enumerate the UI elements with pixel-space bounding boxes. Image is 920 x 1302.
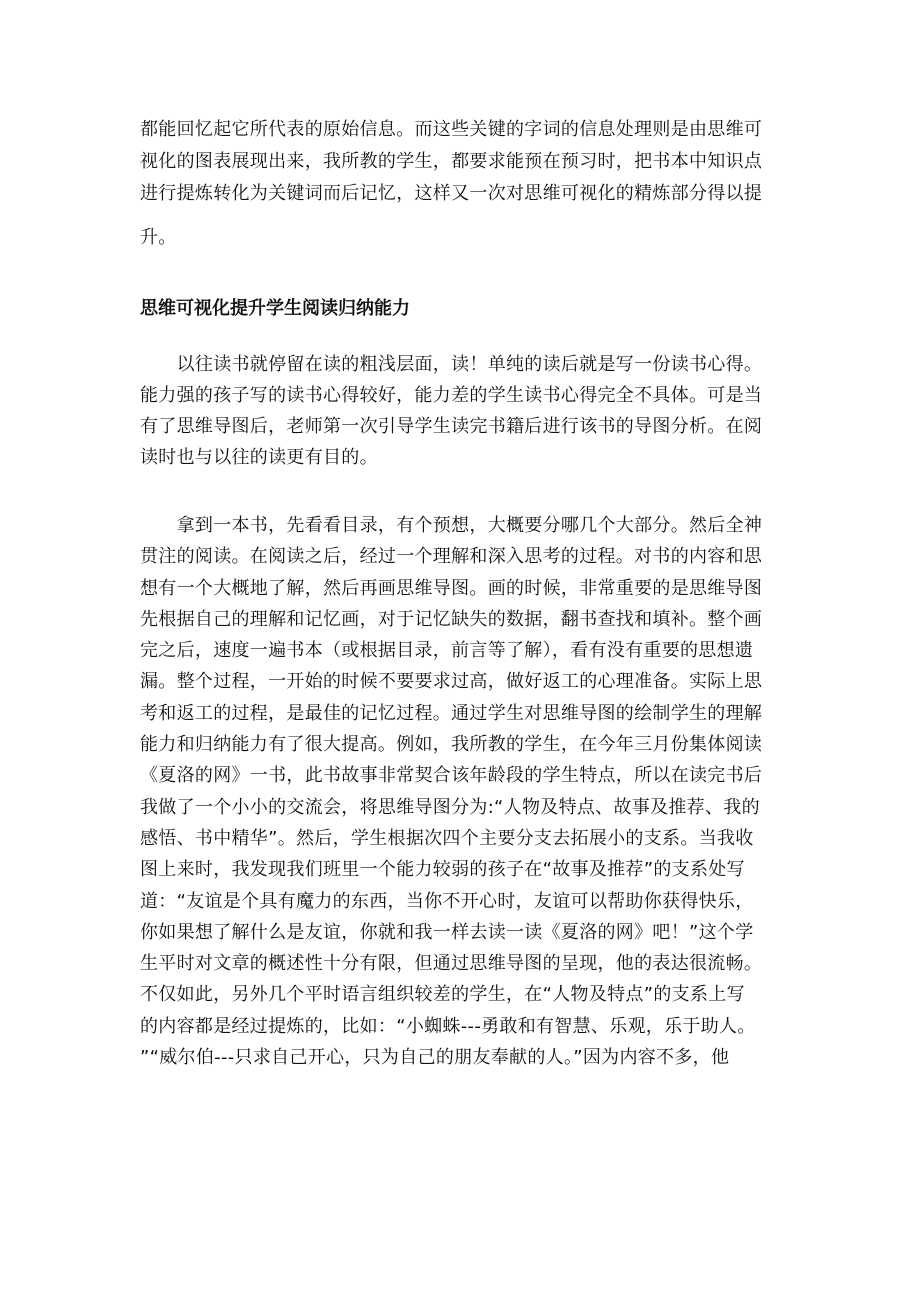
paragraph-3-line: 我做了一个小小的交流会，将思维导图分为:“人物及特点、故事及推荐、我的 [140,796,760,818]
paragraph-3-line: 考和返工的过程，是最佳的记忆过程。通过学生对思维导图的绘制学生的理解 [140,702,763,724]
paragraph-3-line: 不仅如此，另外几个平时语言组织较差的学生，在“人物及特点”的支系上写 [140,984,745,1006]
paragraph-1-line: 视化的图表展现出来，我所教的学生，都要求能预在预习时，把书本中知识点 [140,151,763,172]
paragraph-3-line: 生平时对文章的概述性十分有限，但通过思维导图的呈现，他的表达很流畅。 [140,953,763,975]
paragraph-3-line: 图上来时，我发现我们班里一个能力较弱的孩子在“故事及推荐”的支系处写 [140,859,745,881]
paragraph-2-line: 读时也与以往的读更有目的。 [140,447,378,468]
paragraph-3-line: 拿到一本书，先看看目录，有个预想，大概要分哪几个大部分。然后全神 [140,515,763,536]
paragraph-3-line: 感悟、书中精华”。然后，学生根据次四个主要分支去拓展小的支系。当我收 [140,827,754,849]
paragraph-2 [140,349,780,473]
paragraph-3-line: 漏。整个过程，一开始的时候不要要求过高，做好返工的心理准备。实际上思 [140,671,763,693]
paragraph-3-line: 完之后，速度一遍书本（或根据目录，前言等了解），看有没有重要的思想遗 [140,640,754,662]
paragraph-1-line: 升。 [140,227,177,248]
paragraph-1-line: 都能回忆起它所代表的原始信息。而这些关键的字词的信息处理则是由思维可 [140,119,763,140]
section-heading: 思维可视化提升学生阅读归纳能力 [140,298,410,319]
paragraph-1 [140,114,780,254]
paragraph-2-line: 有了思维导图后，老师第一次引导学生读完书籍后进行该书的导图分析。在阅 [140,416,763,437]
paragraph-3-line: 你如果想了解什么是友谊，你就和我一样去读一读《夏洛的网》吧！”这个学 [140,921,754,943]
paragraph-3-line: 能力和归纳能力有了很大提高。例如，我所教的学生，在今年三月份集体阅读 [140,734,763,756]
paragraph-3-line: 贯注的阅读。在阅读之后，经过一个理解和深入思考的过程。对书的内容和思 [140,546,763,568]
paragraph-3-line: ”“威尔伯---只求自己开心，只为自己的朋友奉献的人。”因为内容不多，他 [140,1047,730,1069]
paragraph-3-line: 想有一个大概地了解，然后再画思维导图。画的时候，非常重要的是思维导图 [140,577,763,599]
paragraph-2-line: 能力强的孩子写的读书心得较好，能力差的学生读书心得完全不具体。可是当 [140,385,763,406]
paragraph-2-line: 以往读书就停留在读的粗浅层面，读！单纯的读后就是写一份读书心得。 [140,354,763,375]
paragraph-3-line: 道：“友谊是个具有魔力的东西，当你不开心时，友谊可以帮助你获得快乐， [140,890,754,912]
paragraph-1-line: 进行提炼转化为关键词而后记忆，这样又一次对思维可视化的精炼部分得以提 [140,183,763,204]
paragraph-3 [140,510,780,1073]
paragraph-3-line: 的内容都是经过提炼的，比如：“小蜘蛛---勇敢和有智慧、乐观，乐于助人。 [140,1015,756,1037]
paragraph-3-line: 先根据自己的理解和记忆画，对于记忆缺失的数据，翻书查找和填补。整个画 [140,608,763,630]
paragraph-3-line: 《夏洛的网》一书，此书故事非常契合该年龄段的学生特点，所以在读完书后 [140,765,763,787]
